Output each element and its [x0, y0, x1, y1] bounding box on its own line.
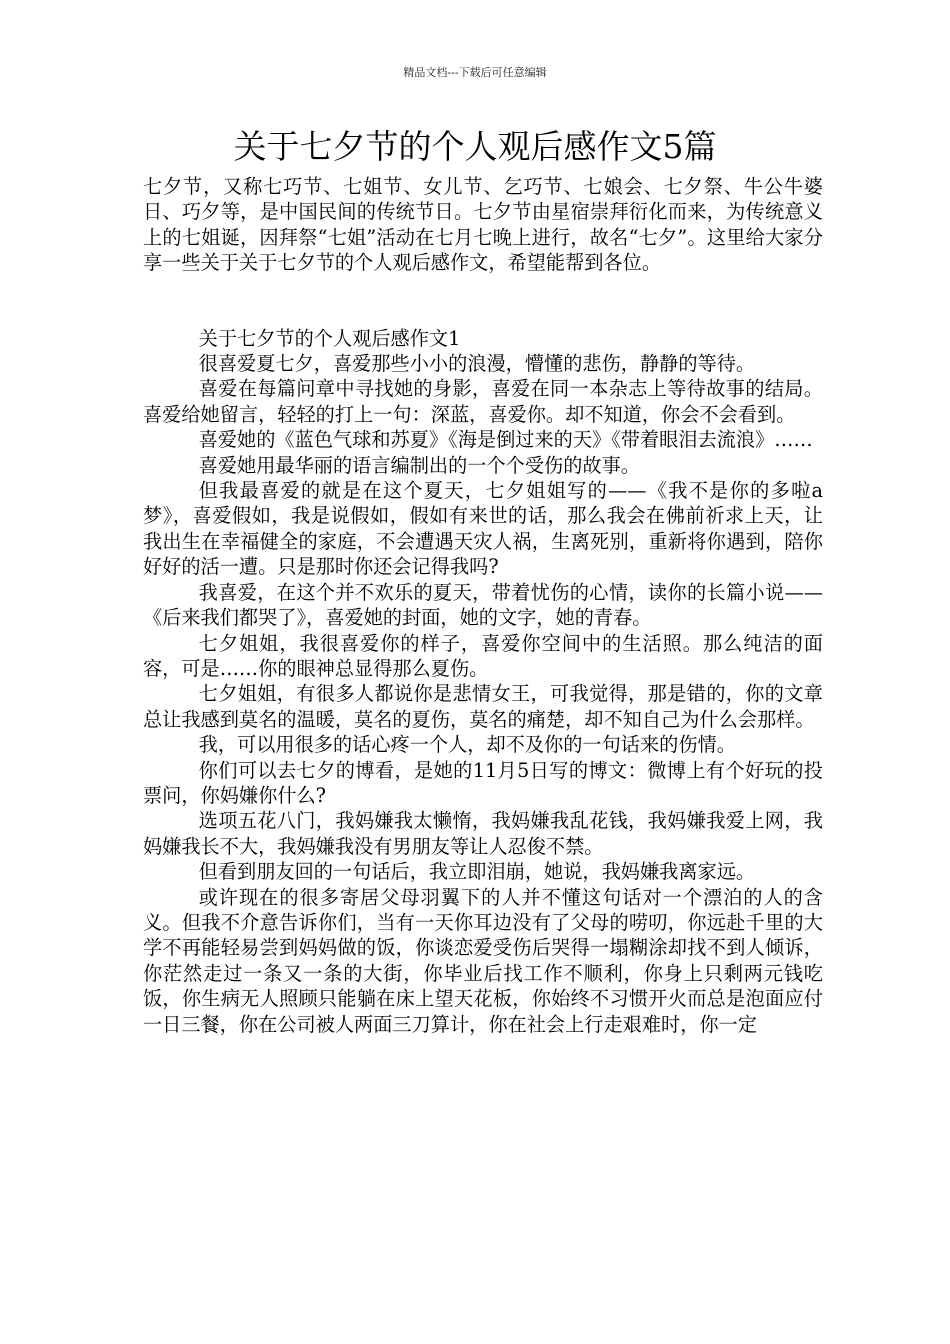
body-paragraph: 但看到朋友回的一句话后，我立即泪崩，她说，我妈嫌我离家远。: [198, 860, 756, 884]
section-heading: 关于七夕节的个人观后感作文1: [198, 326, 461, 350]
body-paragraph: 很喜爱夏七夕，喜爱那些小小的浪漫，懵懂的悲伤，静静的等待。: [198, 352, 756, 376]
document-body: [143, 174, 823, 1037]
body-paragraph: 或许现在的很多寄居父母羽翼下的人并不懂这句话对一个漂泊的人的含义。但我不介意告诉你们，当有一天你耳边没有了父母的唠叨，你远赴千里的大学不再能轻易尝到妈妈做的饭，你谈恋爱受伤后哭得一塌糊涂却找不到人倾诉，你茫然走过一条又一条的大街，你毕业后找工作不顺利，你身上只剩两元钱吃饭，你生病无人照顾只能躺在床上望天花板，你始终不习惯开火而总是泡面应付一日三餐，你在公司被人两面三刀算计，你在社会上行走艰难时，你一定: [143, 885, 823, 1036]
body-paragraph: 喜爱她用最华丽的语言编制出的一个个受伤的故事。: [198, 453, 640, 477]
body-paragraph: 七夕姐姐，我很喜爱你的样子，喜爱你空间中的生活照。那么纯洁的面容，可是……你的眼神总显得那么夏伤。: [143, 631, 823, 680]
document-title: 关于七夕节的个人观后感作文5篇: [233, 127, 717, 166]
intro-paragraph: 七夕节，又称七巧节、七姐节、女儿节、乞巧节、七娘会、七夕祭、牛公牛婆日、巧夕等，是中国民间的传统节日。七夕节由星宿崇拜衍化而来，为传统意义上的七姐诞，因拜祭“七姐”活动在七月七晚上进行，故名“七夕”。这里给大家分享一些关于关于七夕节的个人观后感作文，希望能帮到各位。: [143, 175, 823, 275]
body-paragraph: 选项五花八门，我妈嫌我太懒惰，我妈嫌我乱花钱，我妈嫌我爱上网，我妈嫌我长不大，我妈嫌我没有男朋友等让人忍俊不禁。: [143, 809, 823, 858]
body-paragraph: 你们可以去七夕的博看，是她的11月5日写的博文：微博上有个好玩的投票问，你妈嫌你什么?: [143, 758, 823, 807]
body-paragraph: 喜爱她的《蓝色气球和苏夏》《海是倒过来的天》《带着眼泪去流浪》……: [198, 428, 813, 452]
body-paragraph: 我喜爱，在这个并不欢乐的夏天，带着忧伤的心情，读你的长篇小说——《后来我们都哭了》，喜爱她的封面，她的文字，她的青春。: [143, 580, 823, 630]
blank-line: [143, 276, 823, 326]
page-header-note: 精品文档---下载后可任意编辑: [403, 66, 547, 79]
body-paragraph: 我，可以用很多的话心疼一个人，却不及你的一句话来的伤情。: [198, 733, 736, 757]
body-paragraph: 喜爱在每篇问章中寻找她的身影，喜爱在同一本杂志上等待故事的结局。喜爱给她留言，轻轻的打上一句：深蓝，喜爱你。却不知道，你会不会看到。: [143, 377, 823, 426]
body-paragraph: 但我最喜爱的就是在这个夏天，七夕姐姐写的——《我不是你的多啦a梦》，喜爱假如，我是说假如，假如有来世的话，那么我会在佛前祈求上天，让我出生在幸福健全的家庭，不会遭遇天灾人祸，生离死别，重新将你遇到，陪你好好的活一遭。只是那时你还会记得我吗?: [143, 479, 823, 579]
body-paragraph: 七夕姐姐，有很多人都说你是悲情女王，可我觉得，那是错的，你的文章总让我感到莫名的温暖，莫名的夏伤，莫名的痛楚，却不知自己为什么会那样。: [143, 682, 823, 731]
